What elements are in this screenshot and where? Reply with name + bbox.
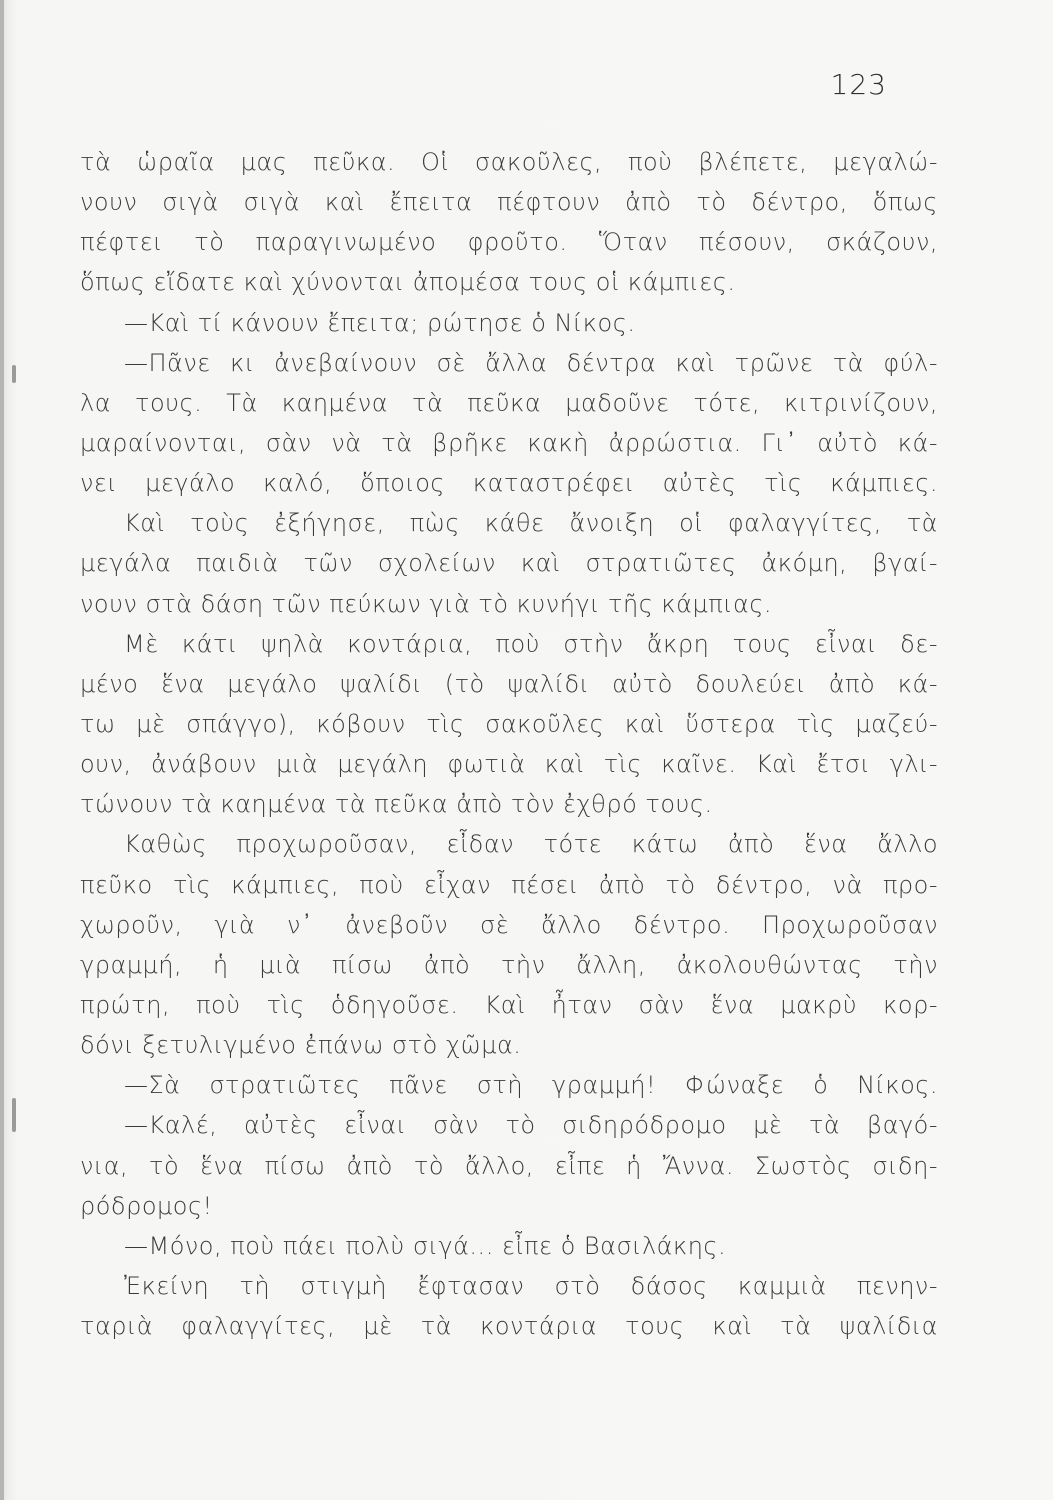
text-line: ὅπως εἴδατε καὶ χύνονται ἀπομέσα τους οἱ κάμπιες. [80, 268, 736, 297]
text-line: —Μόνο, ποὺ πάει πολὺ σιγά... εἶπε ὁ Βασιλάκης. [124, 1231, 727, 1260]
text-line: —Καὶ τί κάνουν ἔπειτα; ρώτησε ὁ Νίκος. [124, 308, 636, 337]
text-line: νει μεγάλο καλό, ὅποιος καταστρέφει αὐτὲς τὶς κάμπιες. [80, 469, 938, 498]
text-line: νουν σιγὰ σιγὰ καὶ ἔπειτα πέφτουν ἀπὸ τὸ δέντρο, ὅπως [80, 188, 938, 217]
text-line: —Σὰ στρατιῶτες πᾶνε στὴ γραμμή! Φώναξε ὁ Νίκος. [124, 1071, 938, 1100]
text-line: —Καλέ, αὐτὲς εἶναι σὰν τὸ σιδηρόδρομο μὲ τὰ βαγό- [124, 1111, 938, 1140]
page-binding-edge [0, 0, 4, 1500]
text-line: πέφτει τὸ παραγινωμένο φροῦτο. Ὅταν πέσουν, σκάζουν, [80, 228, 938, 257]
text-line: πεῦκο τὶς κάμπιες, ποὺ εἶχαν πέσει ἀπὸ τὸ δέντρο, νὰ προ- [80, 870, 938, 899]
scan-artifact-mark [12, 365, 16, 383]
text-line: ταριὰ φαλαγγίτες, μὲ τὰ κοντάρια τους καὶ τὰ ψαλίδια [80, 1312, 938, 1341]
text-line: μεγάλα παιδιὰ τῶν σχολείων καὶ στρατιῶτες ἀκόμη, βγαί- [80, 549, 938, 578]
text-line: Καθὼς προχωροῦσαν, εἶδαν τότε κάτω ἀπὸ ἕνα ἄλλο [124, 830, 938, 859]
text-line: μαραίνονται, σὰν νὰ τὰ βρῆκε κακὴ ἀρρώστια. Γι᾽ αὐτὸ κά- [80, 428, 938, 457]
text-line: τώνουν τὰ καημένα τὰ πεῦκα ἀπὸ τὸν ἐχθρό τους. [80, 790, 713, 819]
text-line: ουν, ἀνάβουν μιὰ μεγάλη φωτιὰ καὶ τὶς καῖνε. Καὶ ἔτσι γλι- [80, 750, 938, 779]
text-line: λα τους. Τὰ καημένα τὰ πεῦκα μαδοῦνε τότε, κιτρινίζουν, [80, 388, 938, 417]
text-line: νουν στὰ δάση τῶν πεύκων γιὰ τὸ κυνήγι τῆς κάμπιας. [80, 589, 773, 618]
text-line: Καὶ τοὺς ἐξήγησε, πὼς κάθε ἄνοιξη οἱ φαλαγγίτες, τὰ [124, 509, 938, 538]
text-line: τὰ ὡραῖα μας πεῦκα. Οἱ σακοῦλες, ποὺ βλέπετε, μεγαλώ- [80, 148, 938, 176]
text-line: νια, τὸ ἕνα πίσω ἀπὸ τὸ ἄλλο, εἶπε ἡ Ἄννα. Σωστὸς σιδη- [80, 1151, 938, 1180]
text-line: μένο ἕνα μεγάλο ψαλίδι (τὸ ψαλίδι αὐτὸ δουλεύει ἀπὸ κά- [80, 669, 938, 698]
text-line: χωροῦν, γιὰ ν᾽ ἀνεβοῦν σὲ ἄλλο δέντρο. Προχωροῦσαν [80, 910, 938, 939]
page-number: 123 [830, 68, 887, 101]
text-line: πρώτη, ποὺ τὶς ὁδηγοῦσε. Καὶ ἦταν σὰν ἕνα μακρὺ κορ- [80, 990, 938, 1019]
scan-artifact-mark [12, 1098, 16, 1132]
text-line: δόνι ξετυλιγμένο ἐπάνω στὸ χῶμα. [80, 1031, 522, 1060]
text-line: γραμμή, ἡ μιὰ πίσω ἀπὸ τὴν ἄλλη, ἀκολουθώντας τὴν [80, 950, 938, 979]
text-line: Μὲ κάτι ψηλὰ κοντάρια, ποὺ στὴν ἄκρη τους εἶναι δε- [124, 629, 938, 658]
text-line: Ἐκείνη τὴ στιγμὴ ἔφτασαν στὸ δάσος καμμιὰ πενην- [124, 1271, 938, 1300]
text-line: τω μὲ σπάγγο), κόβουν τὶς σακοῦλες καὶ ὕστερα τὶς μαζεύ- [80, 709, 938, 738]
text-line: —Πᾶνε κι ἀνεβαίνουν σὲ ἄλλα δέντρα καὶ τρῶνε τὰ φύλ- [124, 348, 938, 377]
text-line: ρόδρομος! [80, 1191, 213, 1220]
body-text [80, 142, 938, 1346]
